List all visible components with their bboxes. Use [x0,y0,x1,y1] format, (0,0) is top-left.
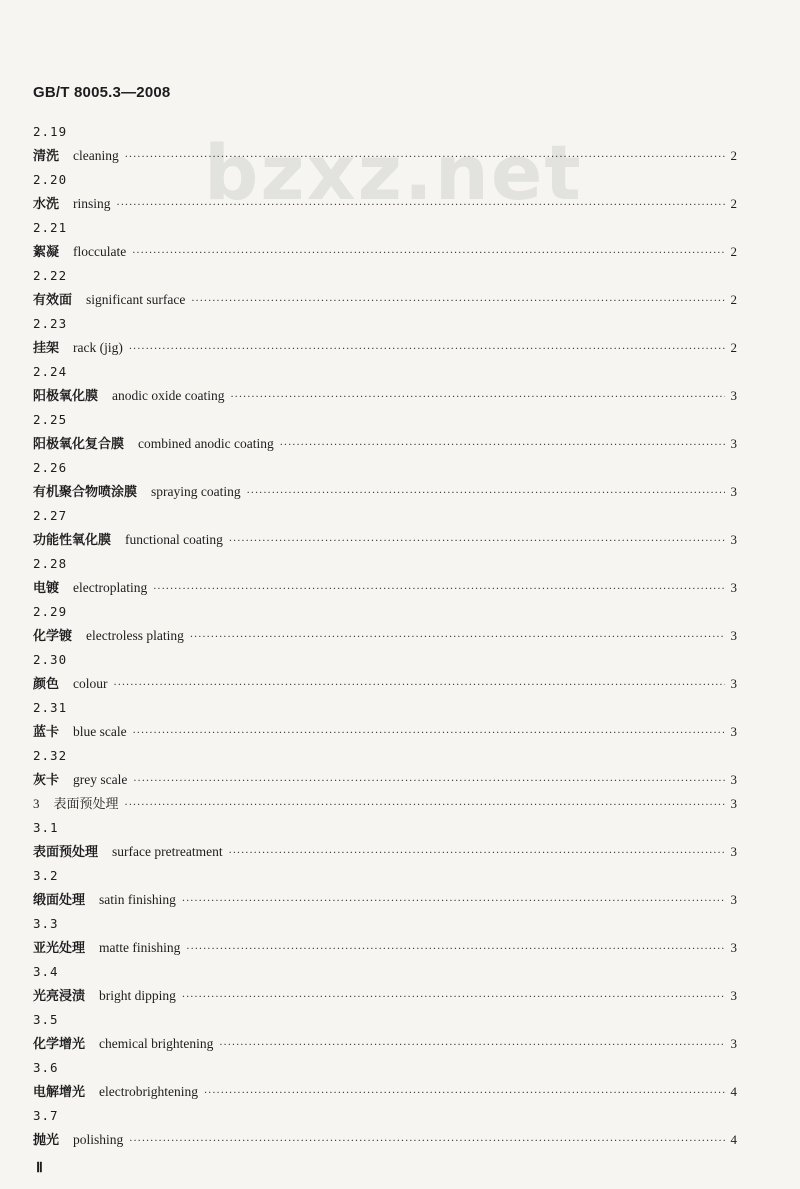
term-chinese: 亚光处理 [33,941,86,956]
leader-dots [182,890,725,914]
toc-entry[interactable] [33,384,737,408]
term-chinese: 化学增光 [33,1037,86,1052]
page-number: 3 [730,940,737,955]
document-code: GB/T 8005.3—2008 [33,84,171,101]
toc-entry[interactable] [33,192,737,216]
entry-number: 3.7 [33,1108,59,1123]
leader-dots [247,482,725,506]
term-english: electrobrightening [99,1084,198,1099]
entry-number: 2.31 [33,700,68,715]
toc-entry[interactable] [33,768,737,792]
term-english: blue scale [73,724,127,739]
term-english: chemical brightening [99,1036,214,1051]
toc-section-heading[interactable] [33,792,737,816]
term-chinese: 功能性氧化膜 [33,533,112,548]
page-marker: Ⅱ [36,1161,43,1176]
page-number: 3 [730,844,737,859]
term-english: significant surface [86,292,186,307]
toc-entry[interactable] [33,336,737,360]
term-english: anodic oxide coating [112,388,225,403]
page-number: 3 [730,988,737,1003]
page-number: 3 [730,772,737,787]
entry-number: 3.4 [33,964,59,979]
toc-entry[interactable] [33,480,737,504]
toc-entry[interactable] [33,624,737,648]
leader-dots [129,338,725,362]
leader-dots [114,674,725,698]
leader-dots [190,626,725,650]
page-number: 2 [730,196,737,211]
toc-entry[interactable] [33,240,737,264]
page-number: 2 [730,292,737,307]
leader-dots [204,1082,725,1106]
entry-number: 2.32 [33,748,68,763]
term-chinese: 水洗 [33,197,60,212]
leader-dots [133,722,725,746]
entry-number: 2.26 [33,460,68,475]
toc-entry[interactable] [33,288,737,312]
term-chinese: 有效面 [33,293,73,308]
leader-dots [133,770,724,794]
entry-number: 2.21 [33,220,68,235]
entry-number: 3.1 [33,820,59,835]
term-chinese: 表面预处理 [33,845,99,860]
toc-part-3 [33,816,737,1152]
toc-entry[interactable] [33,432,737,456]
toc-entry[interactable] [33,672,737,696]
term-english: electroless plating [86,628,184,643]
toc-entry[interactable] [33,840,737,864]
toc-entry[interactable] [33,1128,737,1152]
term-chinese: 颜色 [33,677,60,692]
term-chinese: 挂架 [33,341,60,356]
leader-dots [229,530,725,554]
entry-number: 2.24 [33,364,68,379]
leader-dots [125,146,725,170]
term-english: surface pretreatment [112,844,223,859]
term-chinese: 缎面处理 [33,893,86,908]
term-english: electroplating [73,580,148,595]
entry-number: 2.29 [33,604,68,619]
page-number: 3 [730,580,737,595]
leader-dots [129,1130,724,1154]
term-english: cleaning [73,148,119,163]
term-english: rinsing [73,196,111,211]
term-chinese: 化学镀 [33,629,73,644]
table-of-contents [33,120,737,1152]
leader-dots [182,986,725,1010]
toc-entry[interactable] [33,936,737,960]
section-number: 3 [33,796,40,811]
entry-number: 2.19 [33,124,68,139]
entry-number: 3.2 [33,868,59,883]
term-chinese: 光亮浸渍 [33,989,86,1004]
term-english: bright dipping [99,988,176,1003]
toc-entry[interactable] [33,576,737,600]
entry-number: 3.6 [33,1060,59,1075]
page-number: 3 [730,484,737,499]
page-number: 4 [730,1084,737,1099]
toc-entry[interactable] [33,528,737,552]
term-english: flocculate [73,244,127,259]
entry-number: 2.20 [33,172,68,187]
term-english: polishing [73,1132,124,1147]
term-english: colour [73,676,108,691]
entry-number: 2.28 [33,556,68,571]
leader-dots [280,434,725,458]
page-number: 3 [730,724,737,739]
page-number: 2 [730,340,737,355]
entry-number: 3.5 [33,1012,59,1027]
leader-dots [191,290,724,314]
term-english: combined anodic coating [138,436,274,451]
toc-part-2 [33,120,737,792]
term-chinese: 阳极氧化复合膜 [33,437,125,452]
toc-entry[interactable] [33,144,737,168]
section-title: 表面预处理 [53,797,119,812]
term-chinese: 灰卡 [33,773,60,788]
entry-number: 2.27 [33,508,68,523]
page-number: 3 [730,1036,737,1051]
entry-number: 2.30 [33,652,68,667]
watermark: bzxz.net [204,128,583,217]
toc-entry[interactable] [33,888,737,912]
page-number: 3 [730,436,737,451]
entry-number: 3.3 [33,916,59,931]
leader-dots [117,194,725,218]
term-chinese: 蓝卡 [33,725,60,740]
entry-number: 2.23 [33,316,68,331]
page-number: 3 [730,676,737,691]
term-chinese: 有机聚合物喷涂膜 [33,485,138,500]
leader-dots [230,386,724,410]
leader-dots [219,1034,724,1058]
page-number: 3 [730,892,737,907]
entry-number: 2.25 [33,412,68,427]
page-number: 3 [730,532,737,547]
page-number: 2 [730,244,737,259]
leader-dots [186,938,724,962]
toc-entry[interactable] [33,1080,737,1104]
entry-number: 2.22 [33,268,68,283]
leader-dots [229,842,725,866]
term-chinese: 电镀 [33,581,60,596]
term-english: functional coating [125,532,223,547]
toc-entry[interactable] [33,1032,737,1056]
term-english: satin finishing [99,892,176,907]
toc-entry[interactable] [33,984,737,1008]
page-number: 2 [730,148,737,163]
leader-dots [132,242,724,266]
term-chinese: 清洗 [33,149,60,164]
term-english: spraying coating [151,484,241,499]
term-english: rack (jig) [73,340,123,355]
leader-dots [125,794,725,818]
term-english: matte finishing [99,940,181,955]
page-number: 4 [730,1132,737,1147]
toc-entry[interactable] [33,720,737,744]
section-page: 3 [730,796,737,811]
page-number: 3 [730,388,737,403]
leader-dots [153,578,724,602]
term-chinese: 抛光 [33,1133,60,1148]
page-number: 3 [730,628,737,643]
term-chinese: 电解增光 [33,1085,86,1100]
term-chinese: 阳极氧化膜 [33,389,99,404]
term-chinese: 絮凝 [33,245,60,260]
term-english: grey scale [73,772,128,787]
